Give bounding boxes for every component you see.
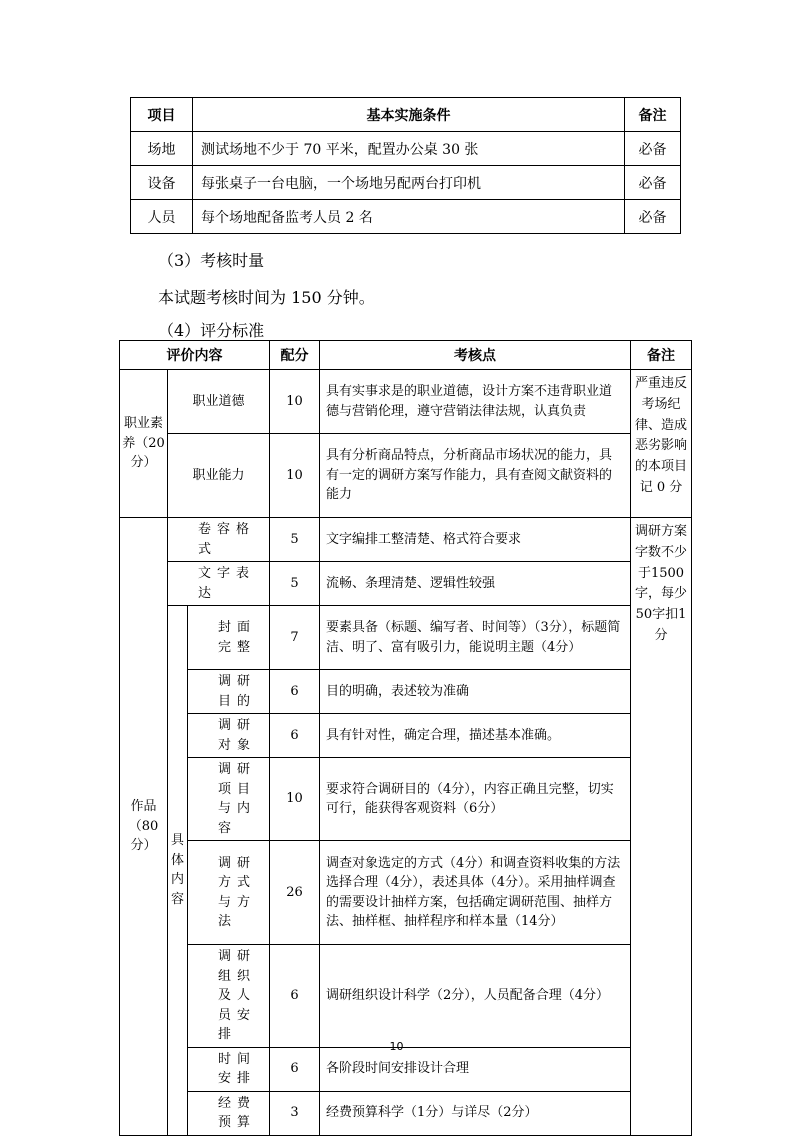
detail-item: 调研目的: [188, 670, 270, 714]
item-point: 具有分析商品特点，分析商品市场状况的能力，具有一定的调研方案写作能力，具有查阅文献资料的能力: [320, 434, 631, 518]
item-score: 6: [270, 714, 320, 758]
detail-label: 具体内容: [168, 606, 188, 1136]
table-row: [120, 945, 692, 1048]
row-label: 设备: [131, 166, 193, 200]
table-header-row: [131, 98, 681, 132]
row-label: 人员: [131, 200, 193, 234]
header-score: 配分: [270, 341, 320, 370]
row-remark: 必备: [625, 200, 681, 234]
table-row: [120, 670, 692, 714]
item-point: 调查对象选定的方式（4分）和调查资料收集的方法选择合理（4分），表述具体（4分）。采用抽样调查的需要设计抽样方案，包括确定调研范围、抽样方法、抽样框、抽样程序和样本量（14分）: [320, 841, 631, 945]
table-row: [131, 200, 681, 234]
table-row: [120, 518, 692, 562]
item-score: 10: [270, 758, 320, 841]
item-label: 职业能力: [168, 434, 270, 518]
row-text: 每张桌子一台电脑，一个场地另配两台打印机: [193, 166, 625, 200]
item-label: 职业道德: [168, 370, 270, 434]
header-content: 评价内容: [120, 341, 270, 370]
row-label: 场地: [131, 132, 193, 166]
item-score: 5: [270, 518, 320, 562]
item-point: 具有实事求是的职业道德，设计方案不违背职业道德与营销伦理，遵守营销法律法规，认真负责: [320, 370, 631, 434]
item-label: 文字表达: [168, 562, 270, 606]
table-row: [120, 758, 692, 841]
table-row: [120, 714, 692, 758]
item-point: 流畅、条理清楚、逻辑性较强: [320, 562, 631, 606]
table-row: [131, 166, 681, 200]
row-text: 每个场地配备监考人员 2 名: [193, 200, 625, 234]
item-label: 卷容格式: [168, 518, 270, 562]
item-score: 6: [270, 670, 320, 714]
section3-title: （3）考核时量: [158, 251, 265, 270]
item-point: 要求符合调研目的（4分），内容正确且完整，切实可行，能获得客观资料（6分）: [320, 758, 631, 841]
item-score: 7: [270, 606, 320, 670]
detail-item: 调研方式与方法: [188, 841, 270, 945]
table-row: [120, 562, 692, 606]
item-score: 10: [270, 434, 320, 518]
table-header-row: [120, 341, 692, 370]
detail-item: 封面完整: [188, 606, 270, 670]
header-conditions: 基本实施条件: [193, 98, 625, 132]
item-score: 3: [270, 1091, 320, 1135]
item-point: 目的明确，表述较为准确: [320, 670, 631, 714]
table-row: [120, 606, 692, 670]
row-remark: 必备: [625, 166, 681, 200]
detail-item: 调研对象: [188, 714, 270, 758]
section3-body: 本试题考核时间为 150 分钟。: [158, 288, 375, 307]
table-row: [120, 434, 692, 518]
header-remark: 备注: [631, 341, 692, 370]
row-remark: 必备: [625, 132, 681, 166]
item-point: 经费预算科学（1分）与详尽（2分）: [320, 1091, 631, 1135]
item-point: 调研组织设计科学（2分），人员配备合理（4分）: [320, 945, 631, 1048]
group-note: 严重违反考场纪律、造成恶劣影响的本项目记 0 分: [631, 370, 692, 518]
table-row: [120, 370, 692, 434]
detail-item: 经费预算: [188, 1091, 270, 1135]
group-label: 职业素养（20分）: [120, 370, 168, 518]
header-remark: 备注: [625, 98, 681, 132]
table-row: [131, 132, 681, 166]
row-text: 测试场地不少于 70 平米，配置办公桌 30 张: [193, 132, 625, 166]
item-point: 要素具备（标题、编写者、时间等）（3分），标题简洁、明了、富有吸引力，能说明主题（4分）: [320, 606, 631, 670]
table-row: [120, 841, 692, 945]
page-number: 10: [389, 1040, 404, 1053]
item-point: 各阶段时间安排设计合理: [320, 1047, 631, 1091]
scoring-table: [119, 340, 692, 1136]
group-note: 调研方案字数不少于1500字，每少 50字扣1分: [631, 518, 692, 1136]
header-point: 考核点: [320, 341, 631, 370]
detail-item: 调研项目与内容: [188, 758, 270, 841]
conditions-table: [130, 97, 681, 234]
section4-title: （4）评分标准: [158, 321, 265, 340]
item-score: 6: [270, 945, 320, 1048]
header-item: 项目: [131, 98, 193, 132]
table-row: [120, 1047, 692, 1091]
item-point: 文字编排工整清楚、格式符合要求: [320, 518, 631, 562]
table-row: [120, 1091, 692, 1135]
item-point: 具有针对性，确定合理，描述基本准确。: [320, 714, 631, 758]
detail-item: 时间安排: [188, 1047, 270, 1091]
item-score: 6: [270, 1047, 320, 1091]
item-score: 26: [270, 841, 320, 945]
group-label: 作品（80分）: [120, 518, 168, 1136]
detail-item: 调研组织及人员安排: [188, 945, 270, 1048]
item-score: 5: [270, 562, 320, 606]
item-score: 10: [270, 370, 320, 434]
